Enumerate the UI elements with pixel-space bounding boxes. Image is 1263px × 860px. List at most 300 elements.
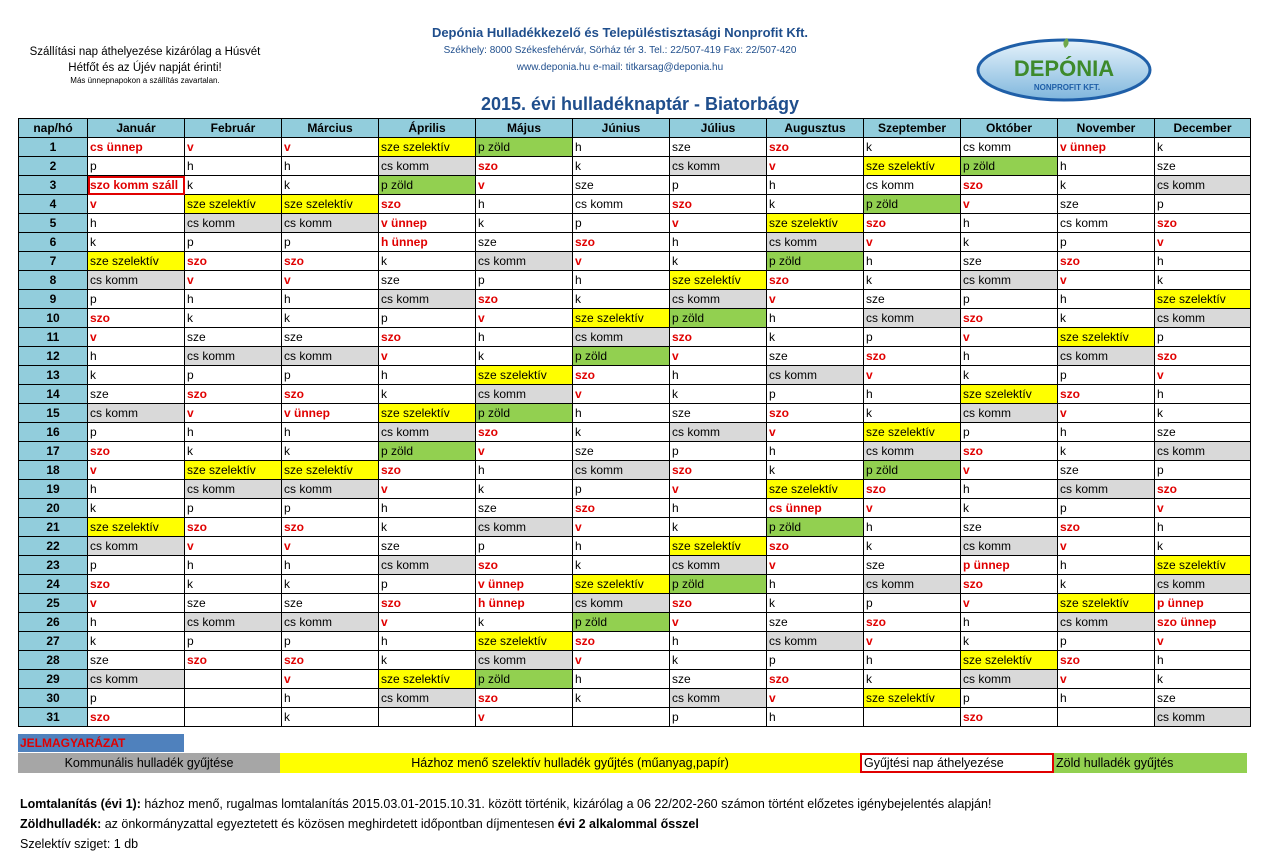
schedule-cell: h [476,328,573,347]
table-row [19,556,1251,575]
schedule-cell: h [767,442,864,461]
note-bulky-text: házhoz menő, rugalmas lomtalanítás 2015.03.01-2015.10.31. között történik, kizárólag a 06 22/202-260 számon történt előzetes igénybejelentés alapján! [140,797,992,811]
schedule-cell: k [864,670,961,689]
schedule-cell: k [88,233,185,252]
schedule-cell: cs komm [88,670,185,689]
schedule-cell: k [1155,138,1251,157]
table-row [19,423,1251,442]
table-row [19,157,1251,176]
schedule-cell: v [767,556,864,575]
schedule-cell: sze szelektív [864,157,961,176]
schedule-cell: v [282,271,379,290]
schedule-cell: szo [961,575,1058,594]
legend-moved: Gyűjtési nap áthelyezése [860,753,1054,773]
day-number: 10 [19,309,88,328]
schedule-cell: k [573,689,670,708]
schedule-cell: h [573,537,670,556]
schedule-cell: sze szelektív [476,366,573,385]
table-row [19,176,1251,195]
schedule-cell: h ünnep [476,594,573,613]
schedule-cell: k [1155,537,1251,556]
deponia-logo [975,32,1153,102]
month-header: Augusztus [767,119,864,138]
schedule-cell: p zöld [670,309,767,328]
schedule-cell: szo [379,461,476,480]
schedule-cell: v [476,176,573,195]
schedule-cell: h [1058,290,1155,309]
note-bulky-label: Lomtalanítás (évi 1): [20,797,141,811]
schedule-cell: szo [1058,651,1155,670]
day-number: 2 [19,157,88,176]
day-number: 4 [19,195,88,214]
schedule-cell: cs komm [1155,708,1251,727]
schedule-cell [1058,708,1155,727]
schedule-cell: cs komm [476,385,573,404]
schedule-cell [379,708,476,727]
schedule-cell: sze szelektív [88,518,185,537]
schedule-cell: h [864,252,961,271]
schedule-cell: sze szelektív [670,537,767,556]
day-number: 23 [19,556,88,575]
month-header: Február [185,119,282,138]
day-number: 17 [19,442,88,461]
schedule-cell: h [282,423,379,442]
day-number: 26 [19,613,88,632]
schedule-cell: cs komm [670,290,767,309]
schedule-cell [185,708,282,727]
schedule-cell: sze szelektív [379,404,476,423]
schedule-cell: h [767,575,864,594]
schedule-cell: sze [961,252,1058,271]
legend-heading [18,734,184,752]
schedule-cell: cs komm [1058,613,1155,632]
notice-line-1: Szállítási nap áthelyezése kizárólag a Húsvét [29,46,261,58]
table-row [19,271,1251,290]
footer-notes [20,794,991,854]
schedule-cell: szo [88,309,185,328]
schedule-cell: k [573,157,670,176]
schedule-cell: p [961,290,1058,309]
schedule-cell: cs komm [864,442,961,461]
schedule-cell: sze szelektív [185,461,282,480]
schedule-cell: k [476,613,573,632]
note-bulky-waste [20,794,991,814]
schedule-cell: v ünnep [1058,138,1155,157]
day-number: 27 [19,632,88,651]
day-number: 22 [19,537,88,556]
table-row [19,195,1251,214]
schedule-cell: szo [476,556,573,575]
schedule-cell: cs komm [185,613,282,632]
schedule-cell: k [864,138,961,157]
schedule-cell: p zöld [767,518,864,537]
schedule-cell: p zöld [476,670,573,689]
schedule-cell: cs komm [961,138,1058,157]
schedule-cell: szo [1155,214,1251,233]
schedule-cell: p [961,423,1058,442]
schedule-cell: k [864,537,961,556]
month-header: Április [379,119,476,138]
schedule-cell: szo [670,594,767,613]
schedule-cell: k [670,385,767,404]
schedule-cell: cs komm [864,575,961,594]
schedule-cell [864,708,961,727]
calendar-table [18,118,1251,727]
schedule-cell: h [1155,518,1251,537]
schedule-cell: sze szelektív [379,138,476,157]
legend-green: Zöld hulladék gyűjtés [1054,753,1247,773]
schedule-cell: szo [282,651,379,670]
schedule-cell: sze [476,499,573,518]
schedule-cell: cs komm [88,404,185,423]
table-row [19,404,1251,423]
schedule-cell: cs komm [961,670,1058,689]
table-row [19,442,1251,461]
schedule-cell: v [864,499,961,518]
schedule-cell: v [767,290,864,309]
day-number: 30 [19,689,88,708]
schedule-cell: v [185,404,282,423]
schedule-cell: cs komm [185,347,282,366]
schedule-cell: cs komm [282,214,379,233]
schedule-cell: szo ünnep [1155,613,1251,632]
schedule-cell: cs komm [379,157,476,176]
day-number: 16 [19,423,88,442]
schedule-cell: p [282,632,379,651]
schedule-cell: sze szelektív [476,632,573,651]
day-number: 5 [19,214,88,233]
company-address: Székhely: 8000 Székesfehérvár, Sörház tér 3. Tel.: 22/507-419 Fax: 22/507-420 [443,45,797,56]
month-header: Július [670,119,767,138]
schedule-cell: cs komm [573,461,670,480]
schedule-cell: v [1058,537,1155,556]
table-row [19,499,1251,518]
schedule-cell: p zöld [476,404,573,423]
schedule-cell: v [88,328,185,347]
schedule-cell: sze szelektív [864,689,961,708]
schedule-cell: sze [282,594,379,613]
table-row [19,480,1251,499]
schedule-cell: v [961,328,1058,347]
schedule-cell: szo [476,290,573,309]
schedule-cell: h [767,176,864,195]
schedule-cell: sze szelektív [1155,556,1251,575]
schedule-cell: p [1058,233,1155,252]
day-number: 25 [19,594,88,613]
day-number: 28 [19,651,88,670]
schedule-cell: k [573,556,670,575]
schedule-cell: szo [88,575,185,594]
schedule-cell: v [1155,366,1251,385]
schedule-cell: v [573,385,670,404]
schedule-cell: p [282,366,379,385]
month-header: Január [88,119,185,138]
schedule-cell: szo [1058,518,1155,537]
schedule-cell: v [767,689,864,708]
schedule-cell: szo [1058,385,1155,404]
schedule-cell: h [864,651,961,670]
month-header: December [1155,119,1251,138]
schedule-cell: sze szelektív [573,309,670,328]
schedule-cell: sze szelektív [767,480,864,499]
legend-selective: Házhoz menő szelektív hulladék gyűjtés (műanyag,papír) [280,753,860,773]
schedule-cell: h [476,461,573,480]
schedule-cell: cs komm [379,423,476,442]
delivery-notice [10,44,280,86]
schedule-cell: szo [282,518,379,537]
schedule-cell: cs komm [961,537,1058,556]
day-number: 9 [19,290,88,309]
schedule-cell: k [864,404,961,423]
schedule-cell: v [185,271,282,290]
day-number: 1 [19,138,88,157]
schedule-cell: p [476,271,573,290]
schedule-cell: h [185,423,282,442]
schedule-cell: szo [185,651,282,670]
logo-word: DEPÓNIA [1013,56,1115,81]
schedule-cell: p [767,651,864,670]
schedule-cell: cs komm [379,556,476,575]
schedule-cell: sze [1058,461,1155,480]
page-title: 2015. évi hulladéknaptár - Biatorbágy [480,94,800,114]
schedule-cell: p [670,176,767,195]
month-header: Szeptember [864,119,961,138]
schedule-cell: v [864,233,961,252]
schedule-cell: p [961,689,1058,708]
schedule-cell: sze [864,290,961,309]
schedule-cell: k [476,347,573,366]
corner-header: nap/hó [19,119,88,138]
schedule-cell: cs komm [573,195,670,214]
day-number: 3 [19,176,88,195]
schedule-cell: h [670,233,767,252]
schedule-cell: sze szelektív [1058,328,1155,347]
schedule-cell: sze [767,347,864,366]
schedule-cell: sze [185,594,282,613]
schedule-cell: szo [379,594,476,613]
schedule-cell: v [185,537,282,556]
schedule-cell: h [961,214,1058,233]
schedule-cell: v [573,651,670,670]
schedule-cell: cs komm [282,480,379,499]
schedule-cell: sze szelektív [88,252,185,271]
schedule-cell: k [379,252,476,271]
schedule-cell: cs komm [379,290,476,309]
schedule-cell: k [282,309,379,328]
schedule-cell: h [88,347,185,366]
schedule-cell: v [1155,499,1251,518]
schedule-cell: sze szelektív [1155,290,1251,309]
schedule-cell: h [282,157,379,176]
schedule-cell: p [185,366,282,385]
schedule-cell: szo [476,689,573,708]
table-row [19,461,1251,480]
schedule-cell: h [1058,689,1155,708]
day-number: 31 [19,708,88,727]
schedule-cell: sze [670,404,767,423]
schedule-cell: p [379,575,476,594]
schedule-cell: p ünnep [961,556,1058,575]
schedule-cell: cs komm [961,404,1058,423]
schedule-cell: p [88,157,185,176]
schedule-cell: sze [379,271,476,290]
schedule-cell: k [282,708,379,727]
schedule-cell: k [379,518,476,537]
schedule-cell: szo [961,176,1058,195]
table-row [19,309,1251,328]
table-row [19,613,1251,632]
table-row [19,366,1251,385]
schedule-cell: p zöld [476,138,573,157]
table-row [19,214,1251,233]
schedule-cell: v [1058,670,1155,689]
schedule-cell: h [1155,385,1251,404]
schedule-cell: szo [767,138,864,157]
schedule-cell: cs komm [476,518,573,537]
schedule-cell: h [1155,651,1251,670]
schedule-cell: p [767,385,864,404]
schedule-cell: v [670,214,767,233]
schedule-cell: v [573,252,670,271]
schedule-cell: p zöld [379,442,476,461]
schedule-cell: szo [185,518,282,537]
schedule-cell: cs komm [670,423,767,442]
schedule-cell: v [282,138,379,157]
schedule-cell: v [1155,632,1251,651]
schedule-cell: p zöld [573,613,670,632]
schedule-cell: h [573,138,670,157]
schedule-cell: p zöld [379,176,476,195]
schedule-cell: v [670,347,767,366]
schedule-cell: v ünnep [379,214,476,233]
schedule-cell: szo [767,670,864,689]
schedule-cell: szo [670,328,767,347]
schedule-cell: sze [88,385,185,404]
schedule-cell: cs ünnep [767,499,864,518]
day-number: 14 [19,385,88,404]
company-contact: www.deponia.hu e-mail: titkarsag@deponia.hu [516,62,724,73]
schedule-cell: k [88,366,185,385]
month-header: Május [476,119,573,138]
schedule-cell: sze szelektív [1058,594,1155,613]
schedule-cell: h [1155,252,1251,271]
schedule-cell: sze [573,176,670,195]
schedule-cell: szo [670,195,767,214]
schedule-cell: p zöld [573,347,670,366]
note-selective-island: Szelektív sziget: 1 db [20,837,139,851]
day-number: 21 [19,518,88,537]
schedule-cell: v [961,461,1058,480]
schedule-cell: szo [573,632,670,651]
schedule-cell: sze [864,556,961,575]
schedule-cell: cs komm [573,328,670,347]
schedule-cell: p [185,499,282,518]
schedule-cell: p [1155,461,1251,480]
schedule-cell: szo [282,252,379,271]
schedule-cell: h [1058,157,1155,176]
schedule-cell: k [961,632,1058,651]
schedule-cell: v [88,461,185,480]
schedule-cell: k [961,499,1058,518]
schedule-cell: p [670,708,767,727]
schedule-cell: h [185,157,282,176]
schedule-cell: p [864,328,961,347]
schedule-cell: szo [573,499,670,518]
month-header: November [1058,119,1155,138]
schedule-cell: cs komm [767,366,864,385]
schedule-cell: h [961,613,1058,632]
schedule-cell: cs komm [476,252,573,271]
schedule-cell: k [767,594,864,613]
schedule-cell: v [961,195,1058,214]
schedule-cell: cs komm [767,233,864,252]
schedule-cell: szo [864,347,961,366]
schedule-cell: k [1058,309,1155,328]
table-row [19,689,1251,708]
schedule-cell: v [670,613,767,632]
day-number: 15 [19,404,88,423]
schedule-cell: cs komm [1058,480,1155,499]
schedule-cell: szo [767,537,864,556]
schedule-cell: k [88,499,185,518]
legend-bar [18,753,1247,773]
schedule-cell: sze szelektív [185,195,282,214]
schedule-cell: cs komm [670,157,767,176]
schedule-cell: k [185,442,282,461]
schedule-cell: szo [767,271,864,290]
month-header-row [19,119,1251,138]
schedule-cell: k [88,632,185,651]
schedule-cell: p [864,594,961,613]
schedule-cell: v [670,480,767,499]
schedule-cell: sze [1155,423,1251,442]
schedule-cell: sze [88,651,185,670]
schedule-cell: h [379,632,476,651]
schedule-cell [573,708,670,727]
schedule-cell: cs komm [476,651,573,670]
schedule-cell: k [1155,271,1251,290]
schedule-cell: v [88,195,185,214]
schedule-cell: cs komm [1155,309,1251,328]
schedule-cell: p [1155,328,1251,347]
schedule-cell: p [1058,499,1155,518]
schedule-cell: k [767,461,864,480]
schedule-cell [185,670,282,689]
table-row [19,575,1251,594]
schedule-cell: v ünnep [476,575,573,594]
schedule-cell: szo [670,461,767,480]
schedule-cell: sze [670,670,767,689]
notice-line-2: Hétfőt és az Újév napját érinti! [68,62,222,74]
day-number: 12 [19,347,88,366]
schedule-cell: k [670,252,767,271]
note-green-label: Zöldhulladék: [20,817,102,831]
legend-communal: Kommunális hulladék gyűjtése [18,753,280,773]
schedule-cell: k [767,195,864,214]
schedule-cell: sze szelektív [864,423,961,442]
schedule-cell: h [1058,423,1155,442]
table-row [19,290,1251,309]
schedule-cell: szo [476,157,573,176]
schedule-cell: h [282,689,379,708]
schedule-cell: k [573,423,670,442]
schedule-cell: szo komm száll [88,176,185,195]
schedule-cell: k [1155,670,1251,689]
schedule-cell: k [864,271,961,290]
schedule-cell: p zöld [670,575,767,594]
schedule-cell: p ünnep [1155,594,1251,613]
schedule-cell: szo [88,708,185,727]
